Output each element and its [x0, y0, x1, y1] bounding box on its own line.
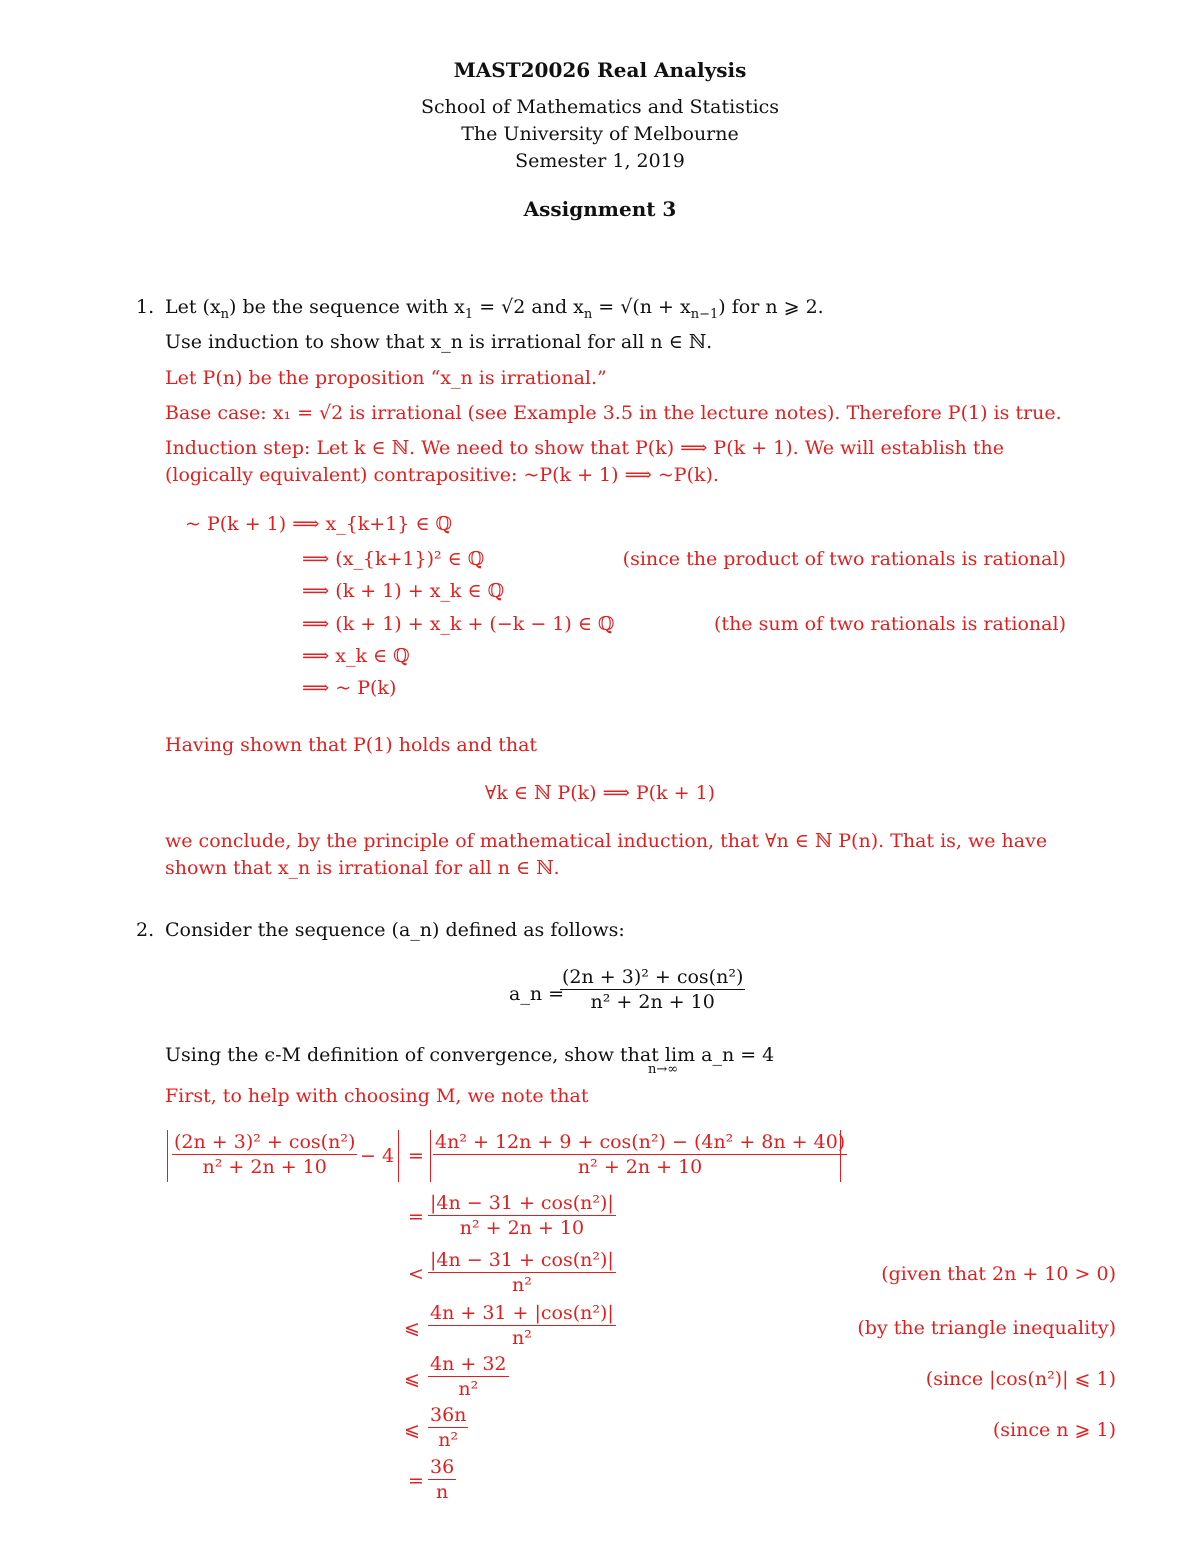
fraction-denominator: n²: [438, 1429, 459, 1451]
abs-bar-left: [430, 1130, 431, 1182]
q2-lhs-fraction: [172, 1130, 357, 1179]
fraction-denominator: n²: [511, 1274, 532, 1296]
q2-relation: =: [408, 1470, 424, 1492]
q1-number: 1.: [136, 296, 155, 318]
fraction-numerator: 36n: [430, 1404, 467, 1426]
q2-limit-subscript: n→∞: [648, 1062, 679, 1077]
fraction-denominator: n² + 2n + 10: [590, 991, 715, 1013]
abs-bar-left: [167, 1130, 168, 1182]
q1-conclusion-line2: shown that x_n is irrational for all n ∈ ℕ.: [165, 857, 560, 879]
semester: Semester 1, 2019: [515, 150, 685, 172]
q2-row-fraction: [428, 1191, 616, 1240]
q1-conclusion-line1: we conclude, by the principle of mathematical induction, that ∀n ∈ ℕ P(n). That is, we have: [165, 830, 1048, 852]
q2-statement: Consider the sequence (a_n) defined as follows:: [165, 919, 625, 941]
q2-minus-four: − 4: [360, 1145, 395, 1167]
q2-definition-fraction: [560, 965, 745, 1014]
fraction-numerator: 4n + 31 + |cos(n²)|: [430, 1302, 614, 1324]
q2-task: Using the ϵ-M definition of convergence, show that lim a_n = 4: [165, 1044, 775, 1066]
fraction-denominator: n² + 2n + 10: [577, 1156, 703, 1178]
q1-display-formula: ∀k ∈ ℕ P(k) ⟹ P(k + 1): [484, 782, 716, 804]
fraction-denominator: n: [435, 1481, 449, 1503]
q1-having-shown: Having shown that P(1) holds and that: [165, 734, 538, 756]
q1-task: Use induction to show that x_n is irrational for all n ∈ ℕ.: [165, 331, 713, 353]
q2-reason: (since |cos(n²)| ⩽ 1): [925, 1368, 1116, 1390]
q1-chain-line: ~ P(k + 1) ⟹ x_{k+1} ∈ ℚ: [185, 513, 453, 535]
q1-chain-line: ⟹ (x_{k+1})² ∈ ℚ: [302, 548, 485, 570]
q2-relation: ⩽: [404, 1419, 420, 1441]
fraction-numerator: |4n − 31 + cos(n²)|: [430, 1249, 614, 1271]
q1-reason-product: (since the product of two rationals is rational): [622, 548, 1066, 570]
q1-chain-line: ⟹ (k + 1) + x_k + (−k − 1) ∈ ℚ: [302, 613, 615, 635]
q2-row-fraction: [428, 1301, 616, 1350]
university-name: The University of Melbourne: [461, 123, 739, 145]
q2-reason: (since n ⩾ 1): [992, 1419, 1116, 1441]
abs-bar-right: [840, 1130, 841, 1182]
q2-reason: (given that 2n + 10 > 0): [881, 1263, 1116, 1285]
q2-first-note: First, to help with choosing M, we note that: [165, 1085, 589, 1107]
q2-row-fraction: [428, 1352, 509, 1401]
q2-definition-lhs: a_n =: [509, 983, 565, 1005]
q2-relation: ⩽: [404, 1368, 420, 1390]
fraction-numerator: (2n + 3)² + cos(n²): [562, 966, 744, 988]
q2-number: 2.: [136, 919, 155, 941]
course-title: MAST20026 Real Analysis: [453, 58, 747, 82]
q2-relation: =: [408, 1206, 424, 1228]
fraction-denominator: n²: [458, 1378, 479, 1400]
fraction-denominator: n²: [511, 1327, 532, 1349]
fraction-numerator: 36: [430, 1456, 455, 1478]
q1-chain-line: ⟹ ~ P(k): [302, 677, 397, 699]
q2-row-fraction: [428, 1248, 616, 1297]
q1-chain-line: ⟹ x_k ∈ ℚ: [302, 645, 410, 667]
q1-reason-sum: (the sum of two rationals is rational): [714, 613, 1066, 635]
fraction-numerator: 4n² + 12n + 9 + cos(n²) − (4n² + 8n + 40): [435, 1131, 846, 1153]
fraction-numerator: 4n + 32: [430, 1353, 507, 1375]
q1-induction-step-line1: Induction step: Let k ∈ ℕ. We need to show that P(k) ⟹ P(k + 1). We will establish the: [165, 437, 1004, 459]
fraction-numerator: |4n − 31 + cos(n²)|: [430, 1192, 614, 1214]
fraction-denominator: n² + 2n + 10: [459, 1217, 585, 1239]
fraction-denominator: n² + 2n + 10: [202, 1156, 327, 1178]
q2-row-fraction: [428, 1455, 456, 1504]
q1-proposition: Let P(n) be the proposition “x_n is irrational.”: [165, 367, 607, 389]
q1-induction-step-line2: (logically equivalent) contrapositive: ~P(k + 1) ⟹ ~P(k).: [165, 464, 719, 486]
q1-statement: Let $(x_n)$ be the sequence with $x_1 = √2$ and $x_n = √(n + x_{n-1})$ for n ⩾ 2.: [165, 296, 824, 322]
q2-row-fraction: [428, 1403, 468, 1452]
q2-row-fraction: [433, 1130, 847, 1179]
q2-relation: =: [408, 1145, 424, 1167]
school-name: School of Mathematics and Statistics: [420, 96, 780, 118]
assignment-title: Assignment 3: [523, 197, 677, 221]
abs-bar-right: [398, 1130, 399, 1182]
q1-chain-line: ⟹ (k + 1) + x_k ∈ ℚ: [302, 580, 505, 602]
q2-reason: (by the triangle inequality): [857, 1317, 1116, 1339]
fraction-numerator: (2n + 3)² + cos(n²): [174, 1131, 356, 1153]
q2-relation: ⩽: [404, 1317, 420, 1339]
q2-relation: <: [408, 1263, 424, 1285]
q1-base-case: Base case: x₁ = √2 is irrational (see Example 3.5 in the lecture notes). Therefore P(1) is true.: [165, 402, 1062, 424]
